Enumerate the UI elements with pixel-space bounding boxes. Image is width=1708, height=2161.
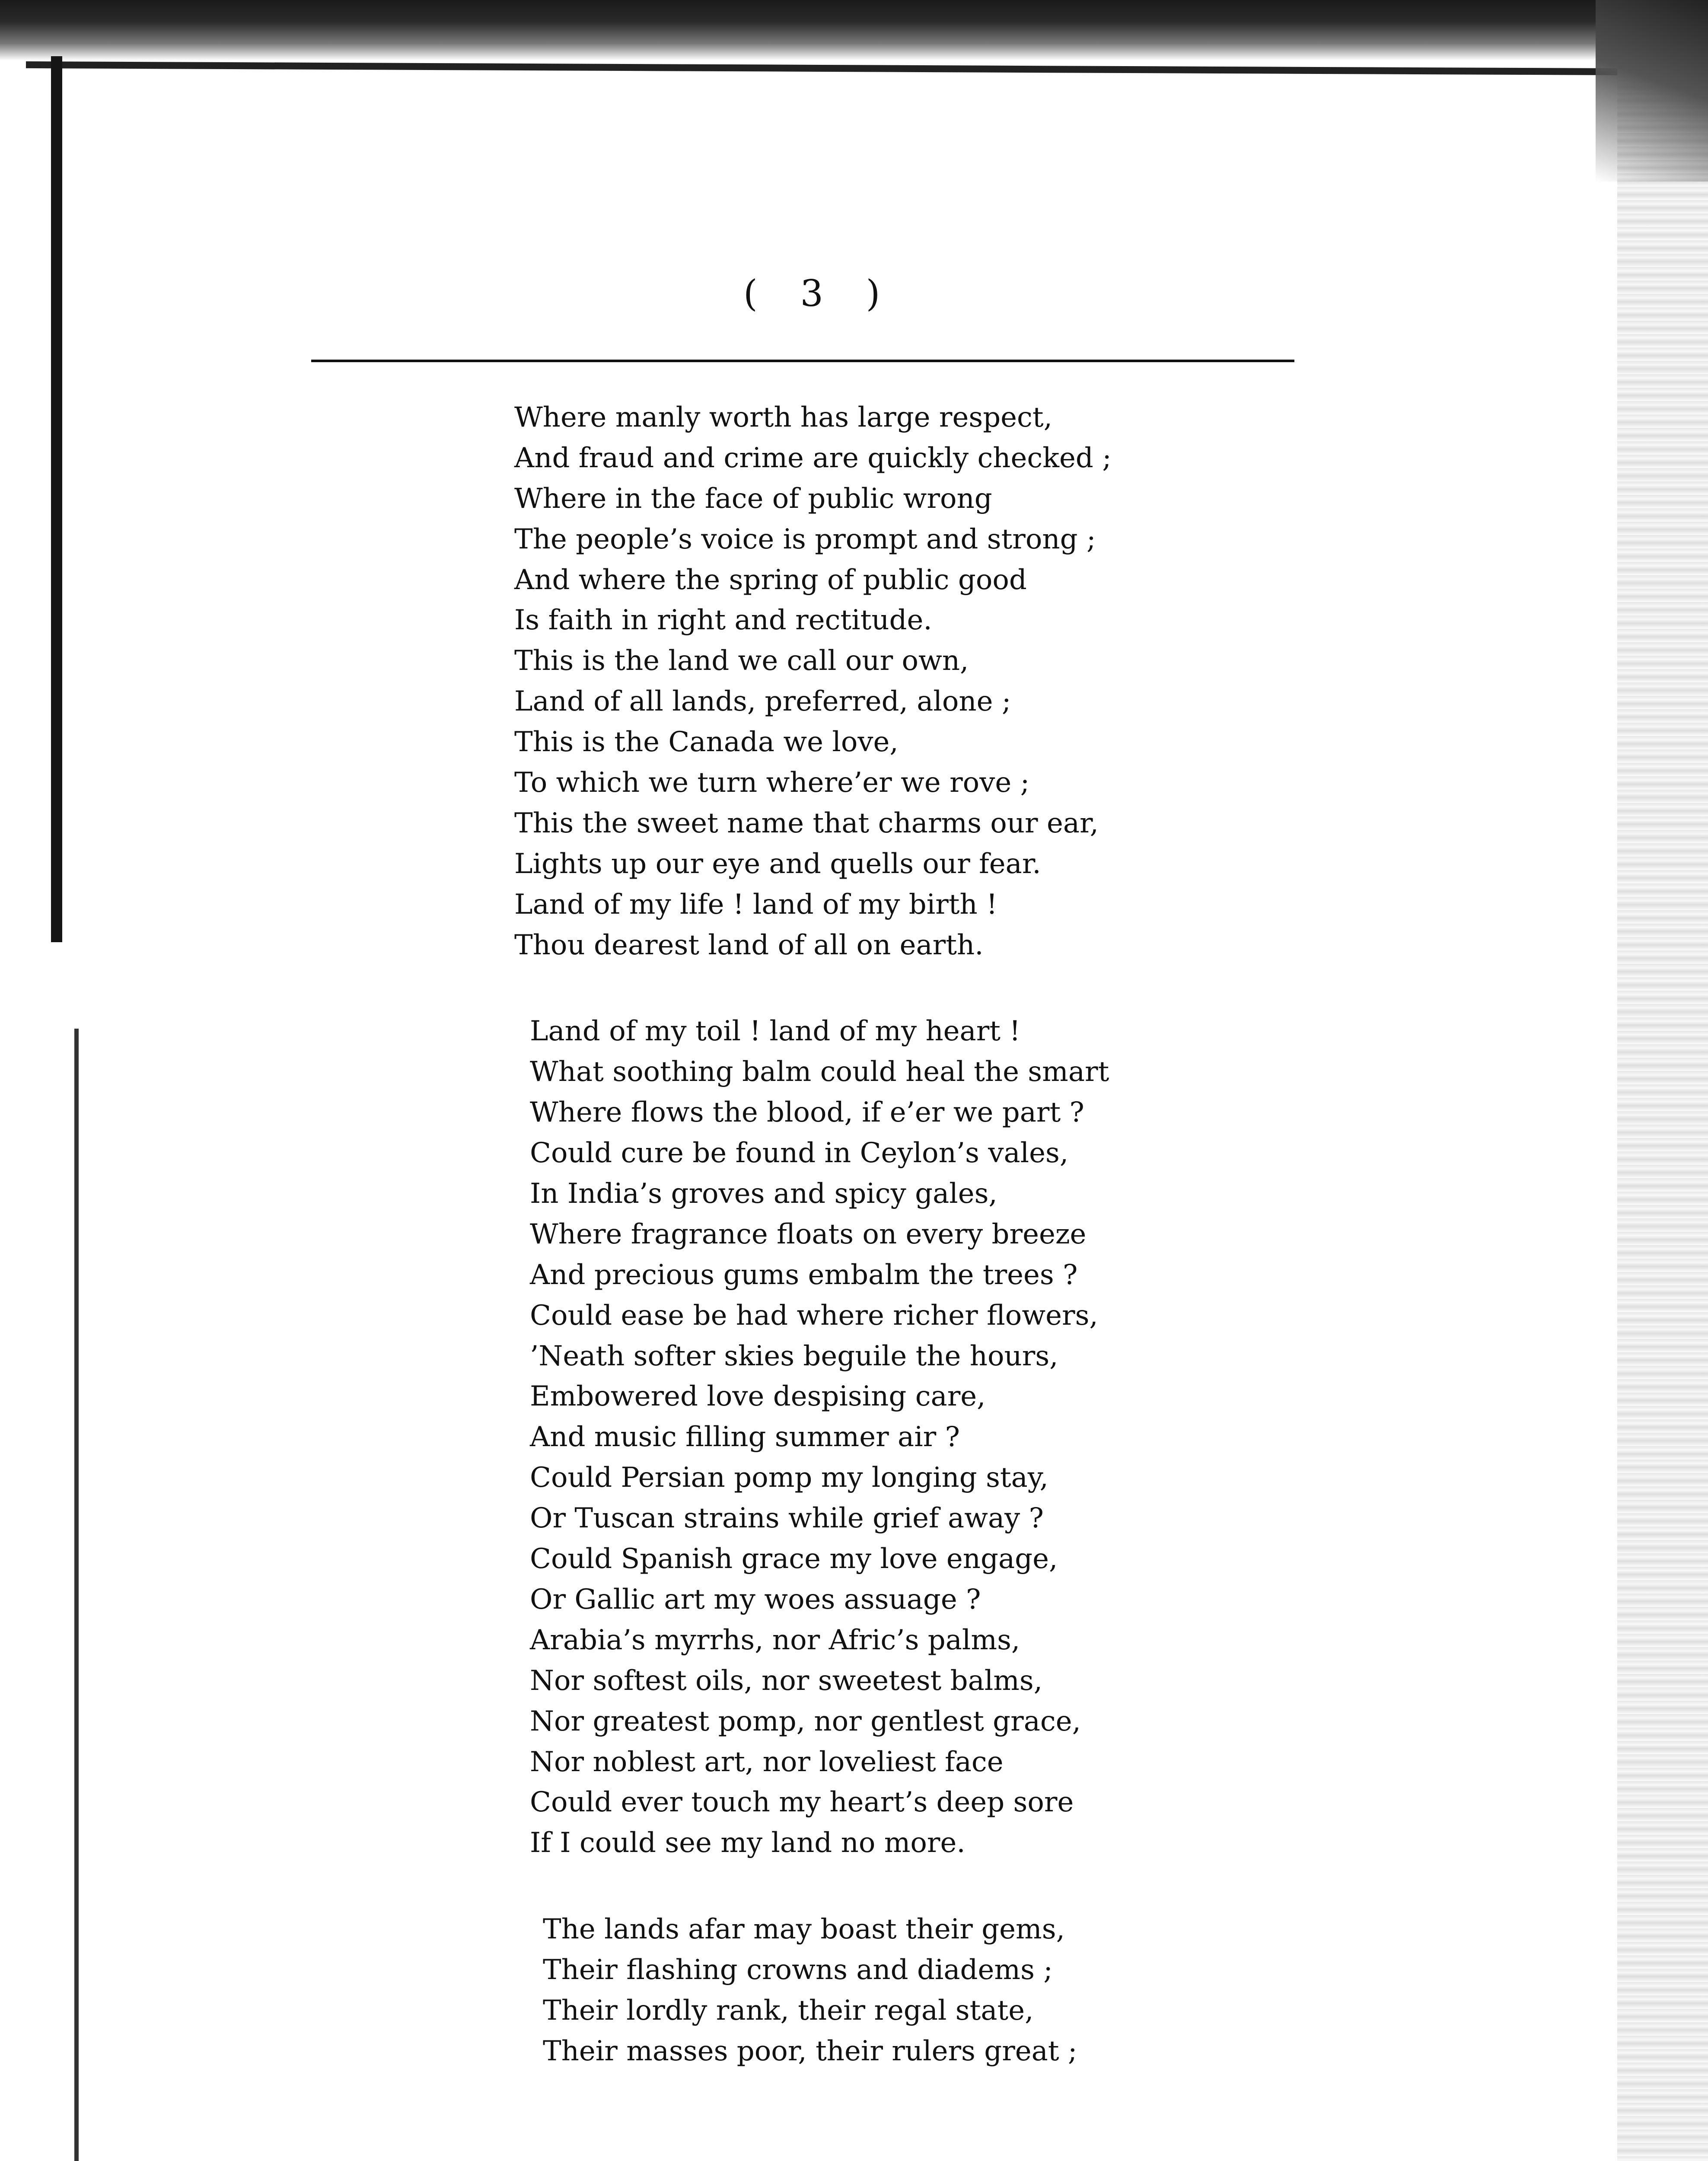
poem-line: Nor greatest pomp, nor gentlest grace, [530,1705,1081,1737]
poem-line: Land of my life ! land of my birth ! [514,888,997,921]
poem-line: Land of my toil ! land of my heart ! [530,1015,1021,1048]
poem-body [514,398,1249,2072]
poem-line: And fraud and crime are quickly checked ; [514,442,1112,474]
poem-line: The lands afar may boast their gems, [543,1913,1065,1946]
poem-line: Could cure be found in Ceylon’s vales, [530,1137,1069,1170]
poem-line: Their lordly rank, their regal state, [543,1994,1034,2027]
poem-line: Where in the face of public wrong [514,482,992,515]
header-rule [311,360,1294,362]
stanza-2 [514,1011,1249,1864]
poem-line: Where manly worth has large respect, [514,402,1052,433]
poem-line: Where flows the blood, if e’er we part ? [530,1096,1084,1129]
poem-line: Nor noblest art, nor loveliest face [530,1746,1004,1778]
stanza-gap [514,1864,1249,1909]
page-number: ( 3 ) [743,272,896,315]
poem-line: Arabia’s myrrhs, nor Afric’s palms, [530,1624,1020,1656]
poem-line: Lights up our eye and quells our fear. [514,848,1041,880]
poem-line: Where fragrance floats on every breeze [530,1218,1087,1250]
scan-border-line [26,61,1625,75]
poem-line: This is the Canada we love, [514,726,899,759]
scan-corner-shadow [1596,0,1708,182]
poem-line: To which we turn where’er we rove ; [514,767,1030,799]
poem-line: If I could see my land no more. [530,1827,966,1859]
poem-line: Nor softest oils, nor sweetest balms, [530,1664,1043,1697]
poem-line: Could Persian pomp my longing stay, [530,1462,1048,1494]
poem-line: Is faith in right and rectitude. [514,604,932,637]
stanza-1 [514,398,1249,966]
poem-line: Their flashing crowns and diadems ; [543,1954,1053,1986]
stanza-gap [514,966,1249,1011]
scan-edge-left-lower [74,1029,79,2161]
scan-edge-right [1617,26,1708,2161]
poem-line: Or Tuscan strains while grief away ? [530,1502,1044,1535]
poem-line: Or Gallic art my woes assuage ? [530,1583,981,1616]
poem-line: What soothing balm could heal the smart [530,1056,1109,1088]
scan-edge-top [0,0,1708,61]
stanza-3 [514,1909,1249,2072]
poem-line: Thou dearest land of all on earth. [514,929,984,961]
poem-line: ’Neath softer skies beguile the hours, [530,1340,1058,1372]
poem-line: In India’s groves and spicy gales, [530,1178,997,1210]
poem-line: And music filling summer air ? [530,1421,960,1453]
poem-line: Embowered love despising care, [530,1380,986,1413]
poem-line: And where the spring of public good [514,564,1027,596]
poem-line: Their masses poor, their rulers great ; [543,2035,1077,2067]
poem-line: And precious gums embalm the trees ? [530,1259,1078,1291]
scan-edge-left [51,56,62,942]
poem-line: Land of all lands, preferred, alone ; [514,685,1011,718]
poem-line: This is the land we call our own, [514,645,969,677]
poem-line: The people’s voice is prompt and strong ; [514,523,1096,555]
poem-line: This the sweet name that charms our ear, [514,807,1099,839]
poem-line: Could ever touch my heart’s deep sore [530,1786,1074,1819]
poem-line: Could ease be had where richer flowers, [530,1299,1098,1332]
poem-line: Could Spanish grace my love engage, [530,1543,1058,1575]
